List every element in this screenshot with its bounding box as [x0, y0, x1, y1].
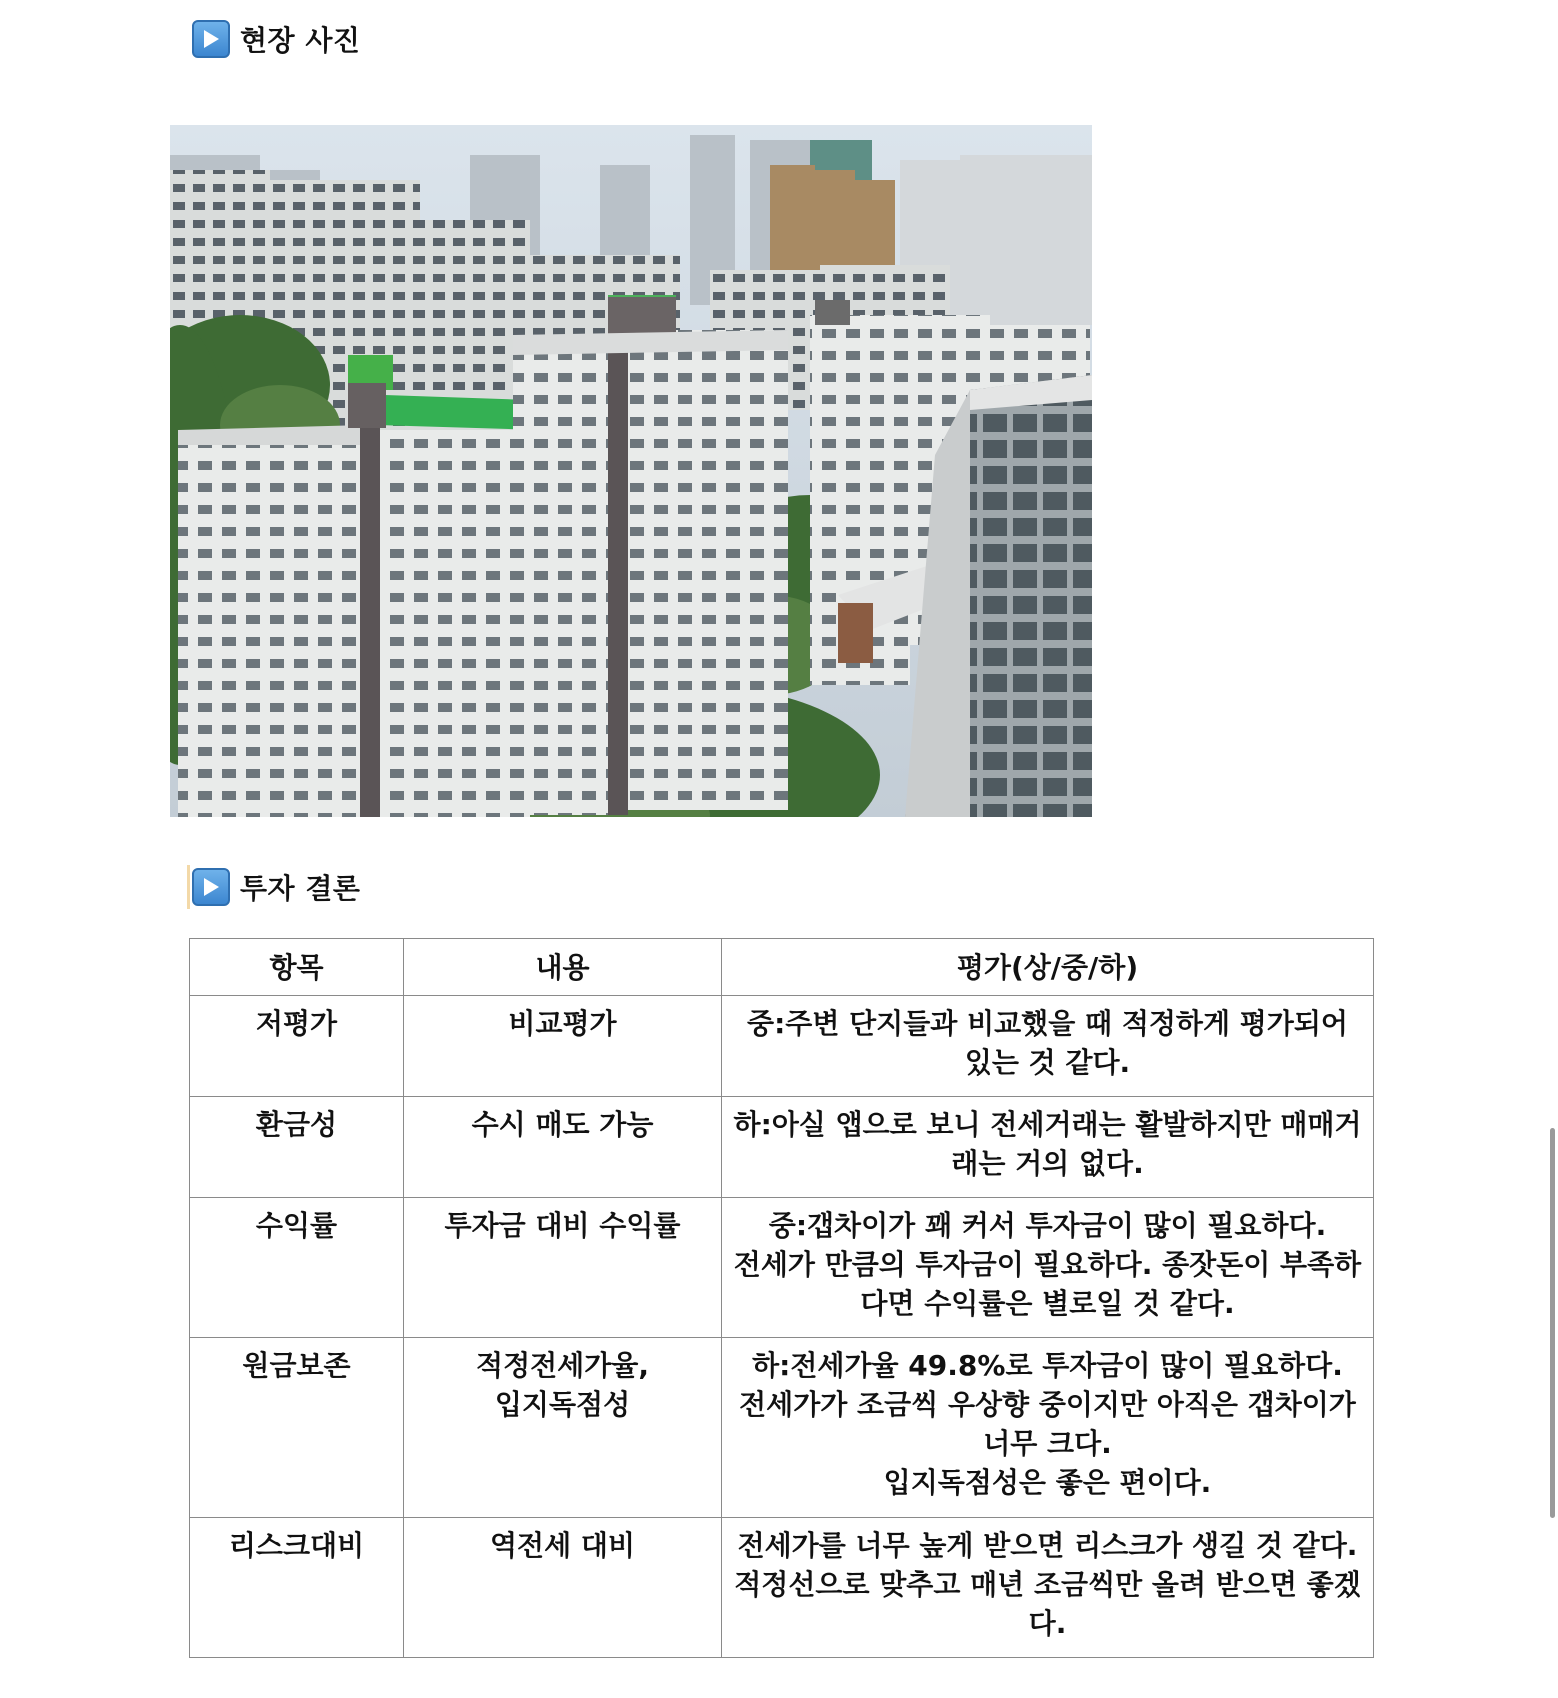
- row-evaluation: 전세가를 너무 높게 받으면 리스크가 생길 것 같다. 적정선으로 맞추고 매년 조금씩만 올려 받으면 좋겠 다.: [722, 1518, 1374, 1658]
- play-button-icon: [192, 868, 230, 906]
- vertical-scrollbar[interactable]: [1550, 1128, 1555, 1518]
- row-item: 원금보존: [190, 1338, 404, 1518]
- row-content: 비교평가: [404, 996, 722, 1097]
- site-photo: [170, 125, 1092, 817]
- photo-section-heading: [190, 17, 360, 61]
- table-row: [190, 1198, 1374, 1338]
- header-evaluation: 평가(상/중/하): [722, 939, 1374, 996]
- row-item: 수익률: [190, 1198, 404, 1338]
- header-item: 항목: [190, 939, 404, 996]
- row-item: 환금성: [190, 1097, 404, 1198]
- row-evaluation: 중:갭차이가 꽤 커서 투자금이 많이 필요하다. 전세가 만큼의 투자금이 필요하다. 종잣돈이 부족하 다면 수익률은 별로일 것 같다.: [722, 1198, 1374, 1338]
- row-item: 저평가: [190, 996, 404, 1097]
- row-evaluation: 중:주변 단지들과 비교했을 때 적정하게 평가되어 있는 것 같다.: [722, 996, 1374, 1097]
- row-evaluation: 하:전세가율 49.8%로 투자금이 많이 필요하다. 전세가가 조금씩 우상향 중이지만 아직은 갭차이가 너무 크다. 입지독점성은 좋은 편이다.: [722, 1338, 1374, 1518]
- table-row: [190, 1518, 1374, 1658]
- table-row: [190, 996, 1374, 1097]
- row-content: 투자금 대비 수익률: [404, 1198, 722, 1338]
- row-evaluation: 하:아실 앱으로 보니 전세거래는 활발하지만 매매거 래는 거의 없다.: [722, 1097, 1374, 1198]
- table-header-row: [190, 939, 1374, 996]
- table-row: [190, 1338, 1374, 1518]
- table-row: [190, 1097, 1374, 1198]
- section-title: 현장 사진: [240, 24, 361, 57]
- conclusion-section-heading: [187, 865, 360, 909]
- row-content: 수시 매도 가능: [404, 1097, 722, 1198]
- play-button-icon: [192, 20, 230, 58]
- investment-conclusion-table: [189, 938, 1374, 1658]
- row-content: 적정전세가율, 입지독점성: [404, 1338, 722, 1518]
- row-item: 리스크대비: [190, 1518, 404, 1658]
- header-content: 내용: [404, 939, 722, 996]
- section-title: 투자 결론: [240, 872, 361, 905]
- row-content: 역전세 대비: [404, 1518, 722, 1658]
